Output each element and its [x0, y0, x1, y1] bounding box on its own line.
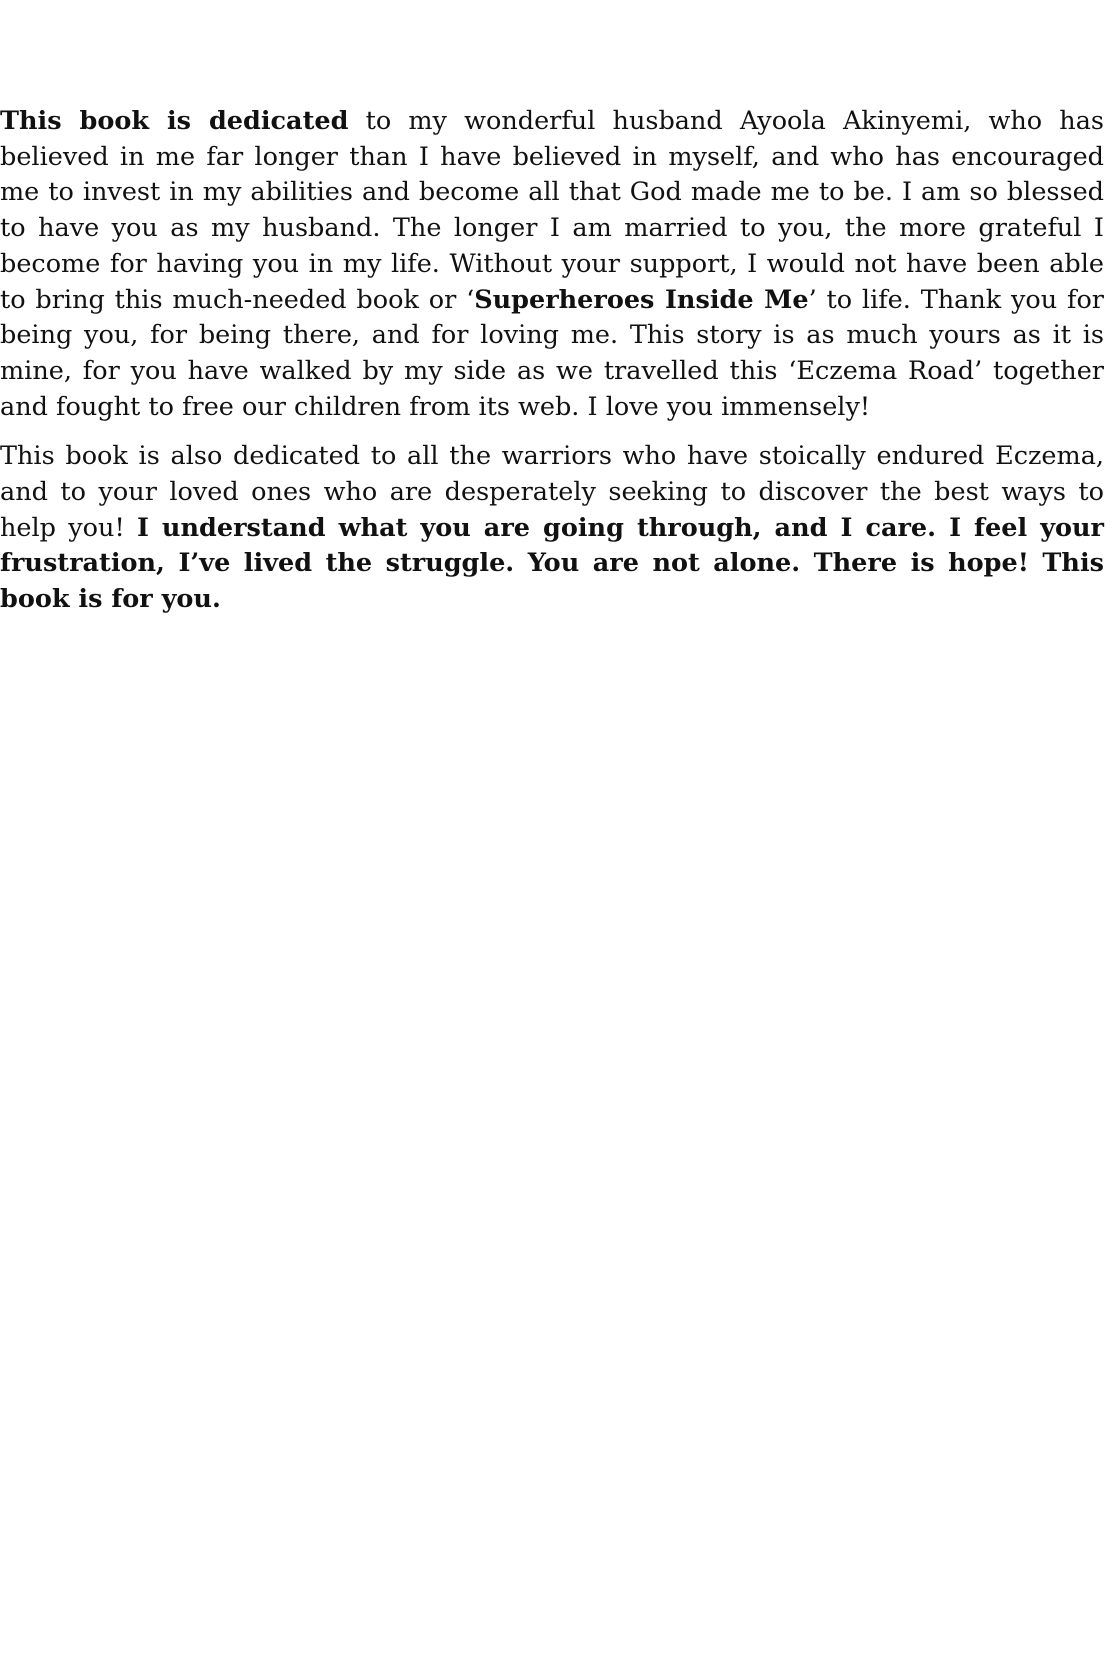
- dedication-page: [0, 104, 1104, 632]
- dedication-text-part2: ’ to life. Thank you for being you, for being there, and for loving me. This story is as much yours as it is mine, for you have walked by my side as we travelled this ‘Eczema Road’ together and fought to free our children from its web. I love you immensely!: [0, 284, 1104, 422]
- dedication-paragraph-husband: [0, 104, 1104, 425]
- dedication-paragraph-warriors: [0, 439, 1104, 618]
- warriors-emphasis: I understand what you are going through, and I care. I feel your frustration, I’ve lived the struggle. You are not alone. There is hope! This book is for you.: [0, 512, 1104, 615]
- dedication-text-part1: to my wonderful husband Ayoola Akinyemi, who has believed in me far longer than I have believed in myself, and who has encouraged me to invest in my abilities and become all that God made me to be. I am so blessed to have you as my husband. The longer I am married to you, the more grateful I become for having you in my life. Without your support, I would not have been able to bring this much-needed book or ‘: [0, 106, 1104, 315]
- book-title: Superheroes Inside Me: [474, 284, 809, 315]
- dedication-lead: This book is dedicated: [0, 106, 349, 136]
- warriors-text: This book is also dedicated to all the warriors who have stoically endured Eczema, and to your loved ones who are desperately seeking to discover the best ways to help you!: [0, 441, 1104, 543]
